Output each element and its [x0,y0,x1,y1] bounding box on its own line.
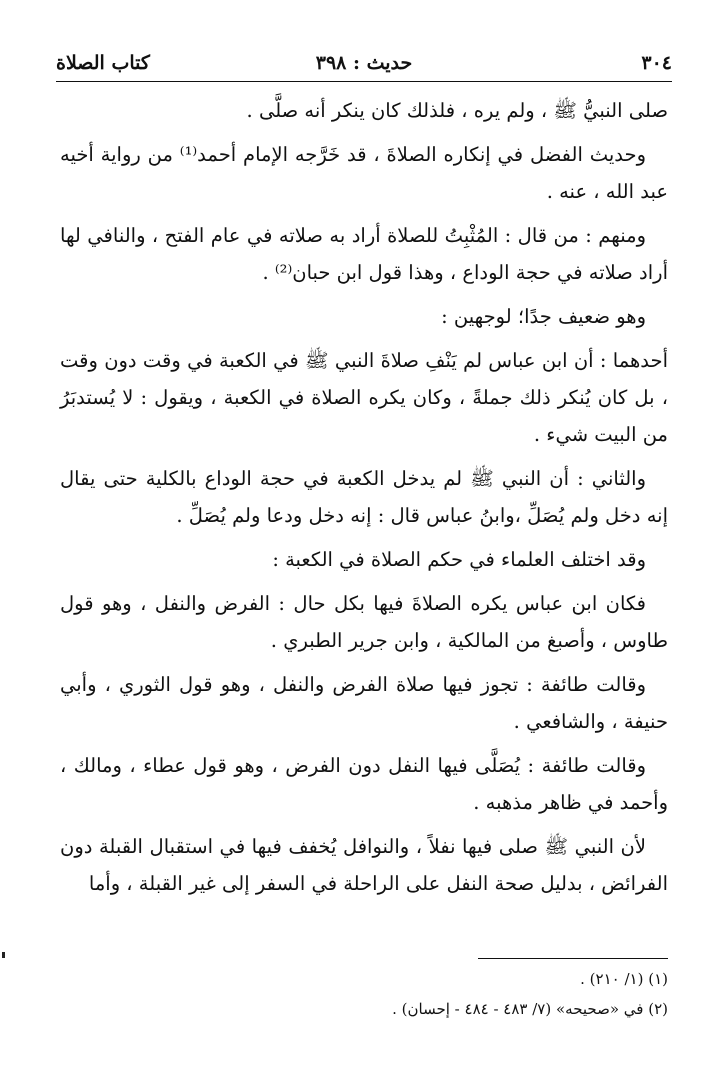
paragraph: أحدهما : أن ابن عباس لم يَنْفِ صلاةَ النبي ﷺ في الكعبة في وقت دون وقت ، بل كان يُنكر ذلك جملةً ، وكان يكره الصلاة في الكعبة ، ويقول : لا يُستدبَرُ من البيت شيء . [60,349,668,446]
footnote: (١) (١/ ٢١٠) . [580,970,668,988]
paragraph: وقالت طائفة : يُصَلَّى فيها النفل دون الفرض ، وهو قول عطاء ، ومالك ، وأحمد في ظاهر مذهبه . [60,754,668,814]
scan-speck [2,952,5,958]
main-text [60,92,668,909]
paragraph: وقد اختلف العلماء في حكم الصلاة في الكعبة : [272,548,646,571]
page-number: ٣٠٤ [641,52,672,74]
paragraph: وحديث الفضل في إنكاره الصلاةَ ، قد خَرَّجه الإمام أحمد⁽¹⁾ من رواية أخيه عبد الله ، عنه . [60,143,668,203]
paragraph: ومنهم : من قال : المُثْبِتُ للصلاة أراد به صلاته في عام الفتح ، والنافي لها أراد صلاته في حجة الوداع ، وهذا قول ابن حبان⁽²⁾ . [60,224,668,284]
footnote: (٢) في «صحيحه» (٧/ ٤٨٣ - ٤٨٤ - إحسان) . [392,1000,668,1018]
footnotes [60,964,668,1024]
header-rule [56,81,672,82]
hadith-number: حديث : ٣٩٨ [315,52,413,74]
paragraph: صلى النبيُّ ﷺ ، ولم يره ، فلذلك كان ينكر أنه صلَّى . [246,99,668,122]
paragraph: لأن النبي ﷺ صلى فيها نفلاً ، والنوافل يُخفف فيها في استقبال القبلة دون الفرائض ، بدليل صحة النفل على الراحلة في السفر إلى غير القبلة ، وأما [60,835,668,895]
paragraph: وهو ضعيف جدًا؛ لوجهين : [441,305,646,328]
book-title: كتاب الصلاة [56,52,150,74]
paragraph: والثاني : أن النبي ﷺ لم يدخل الكعبة في حجة الوداع بالكلية حتى يقال إنه دخل ولم يُصَلِّ ،وابنُ عباس قال : إنه دخل ودعا ولم يُصَلِّ . [60,467,668,527]
running-header [56,48,672,82]
footnote-rule [478,958,668,959]
paragraph: وقالت طائفة : تجوز فيها صلاة الفرض والنفل ، وهو قول الثوري ، وأبي حنيفة ، والشافعي . [60,673,668,733]
paragraph: فكان ابن عباس يكره الصلاةَ فيها بكل حال : الفرض والنفل ، وهو قول طاوس ، وأصبغ من المالكية ، وابن جرير الطبري . [60,592,668,652]
